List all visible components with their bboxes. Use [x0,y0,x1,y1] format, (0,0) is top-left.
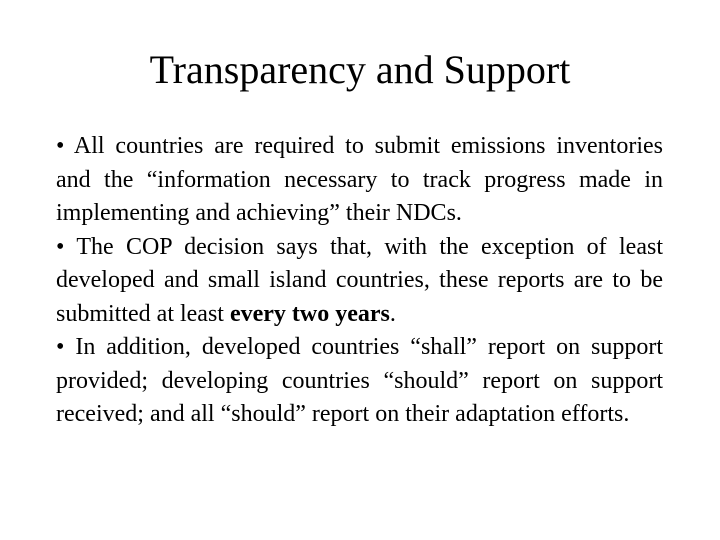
bullet-3-text: In addition, developed countries “shall” report on support provided; developing countries “should” report on support received; and all “should” report on their adaptation efforts. [56,334,664,427]
bullet-2-text: The COP decision says that, with the exception of least developed and small island countries, these reports are to be submitted at least [56,233,663,327]
bullet-2 [56,231,663,332]
bullet-marker: • [56,133,65,159]
bullet-2-end: . [389,300,396,327]
slide-title: Transparency and Support [149,47,571,92]
slide-body [56,130,663,432]
bullet-marker: • [56,334,65,360]
bullet-1 [56,130,663,231]
bullet-marker: • [56,233,65,260]
bullet-1-text: All countries are required to submit emissions inventories and the “information necessary to track progress made in implementing and achieving” their NDCs. [56,133,663,226]
bullet-2-emphasis: every two years [229,300,390,327]
bullet-3 [56,331,663,432]
